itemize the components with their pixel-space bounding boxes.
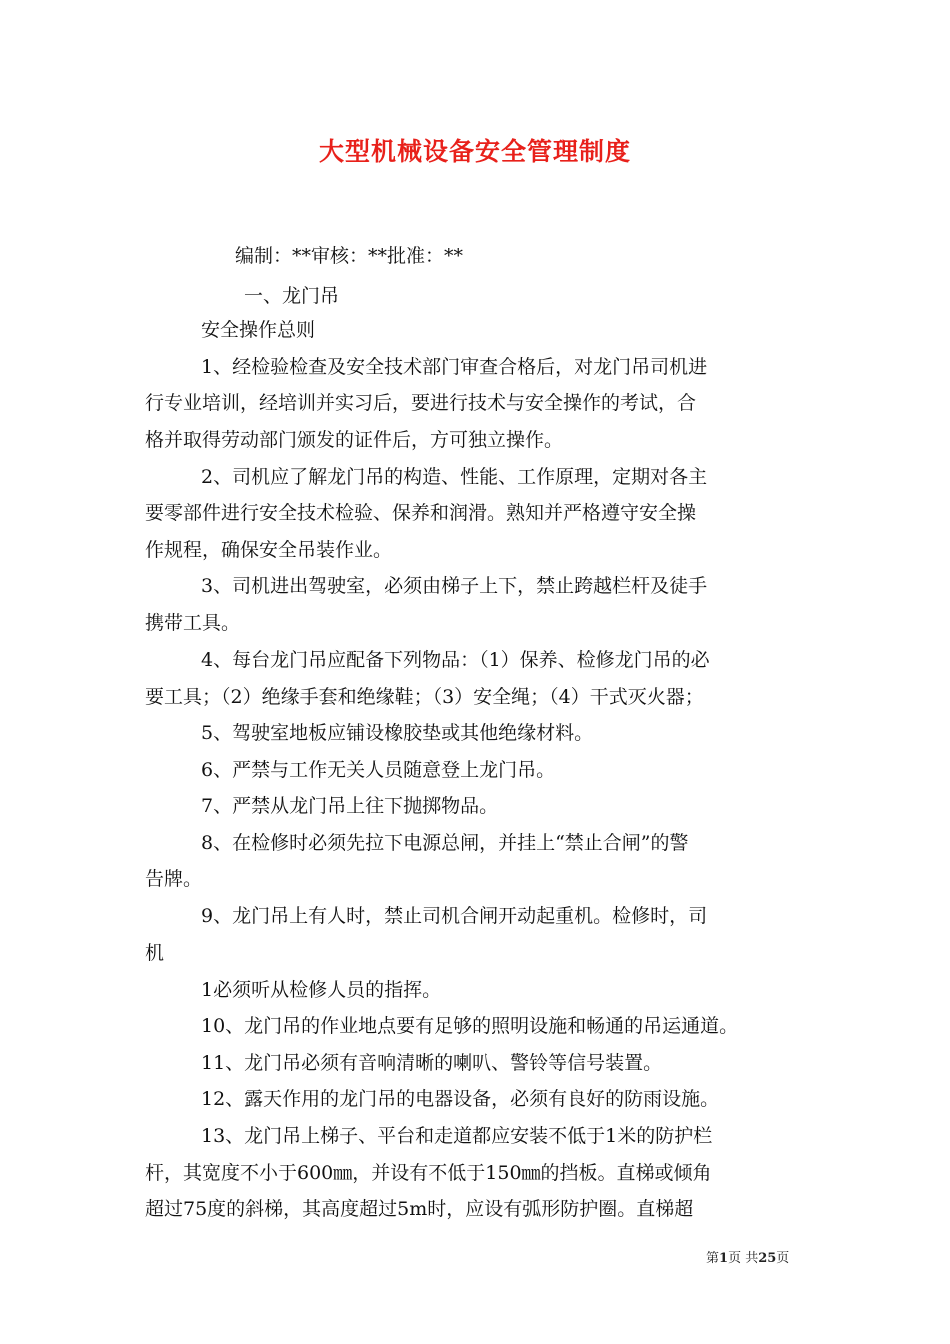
paragraph-line: 要工具；（2）绝缘手套和绝缘鞋；（3）安全绳；（4）干式灭火器； (145, 686, 704, 708)
section-heading: 一、龙门吊 (244, 285, 340, 307)
paragraph-line: 告牌。 (145, 868, 203, 890)
page-footer (706, 1247, 789, 1266)
document-meta-line: 编制：**审核：**批准：** (235, 245, 464, 267)
paragraph-line: 2、司机应了解龙门吊的构造、性能、工作原理，定期对各主 (201, 466, 708, 488)
paragraph-line: 1必须听从检修人员的指挥。 (201, 979, 442, 1001)
paragraph-line: 超过75度的斜梯，其高度超过5m时，应设有弧形防护圈。直梯超 (145, 1198, 694, 1220)
paragraph-line: 5、驾驶室地板应铺设橡胶垫或其他绝缘材料。 (201, 722, 594, 744)
document-title: 大型机械设备安全管理制度 (318, 137, 631, 166)
paragraph-line: 作规程，确保安全吊装作业。 (145, 539, 393, 561)
paragraph-line: 携带工具。 (145, 612, 241, 634)
paragraph-line: 行专业培训，经培训并实习后，要进行技术与安全操作的考试，合 (145, 392, 697, 414)
current-page-number: 1 (719, 1251, 729, 1266)
total-page-number: 25 (758, 1251, 777, 1266)
paragraph-line: 13、龙门吊上梯子、平台和走道都应安装不低于1米的防护栏 (201, 1125, 713, 1147)
paragraph-line: 格并取得劳动部门颁发的证件后，方可独立操作。 (145, 429, 564, 451)
paragraph-line: 要零部件进行安全技术检验、保养和润滑。熟知并严格遵守安全操 (145, 502, 697, 524)
footer-suffix: 页 (776, 1251, 790, 1266)
paragraph-line: 7、严禁从龙门吊上往下抛掷物品。 (201, 795, 499, 817)
paragraph-line: 6、严禁与工作无关人员随意登上龙门吊。 (201, 759, 556, 781)
paragraph-line: 1、经检验检查及安全技术部门审查合格后，对龙门吊司机进 (201, 356, 708, 378)
footer-middle: 页 共 (728, 1251, 759, 1266)
footer-prefix: 第 (706, 1251, 720, 1266)
paragraph-line: 12、露天作用的龙门吊的电器设备，必须有良好的防雨设施。 (201, 1088, 720, 1110)
paragraph-line: 11、龙门吊必须有音响清晰的喇叭、警铃等信号装置。 (201, 1052, 663, 1074)
subsection-heading: 安全操作总则 (201, 319, 316, 341)
paragraph-line: 10、龙门吊的作业地点要有足够的照明设施和畅通的吊运通道。 (201, 1015, 739, 1037)
paragraph-line: 4、每台龙门吊应配备下列物品：（1）保养、检修龙门吊的必 (201, 649, 710, 671)
paragraph-line: 杆，其宽度不小于600㎜，并设有不低于150㎜的挡板。直梯或倾角 (145, 1162, 712, 1184)
paragraph-line: 机 (145, 942, 165, 964)
paragraph-line: 3、司机进出驾驶室，必须由梯子上下，禁止跨越栏杆及徒手 (201, 575, 708, 597)
paragraph-line: 8、在检修时必须先拉下电源总闸，并挂上“禁止合闸”的警 (201, 832, 689, 854)
paragraph-line: 9、龙门吊上有人时，禁止司机合闸开动起重机。检修时，司 (201, 905, 708, 927)
